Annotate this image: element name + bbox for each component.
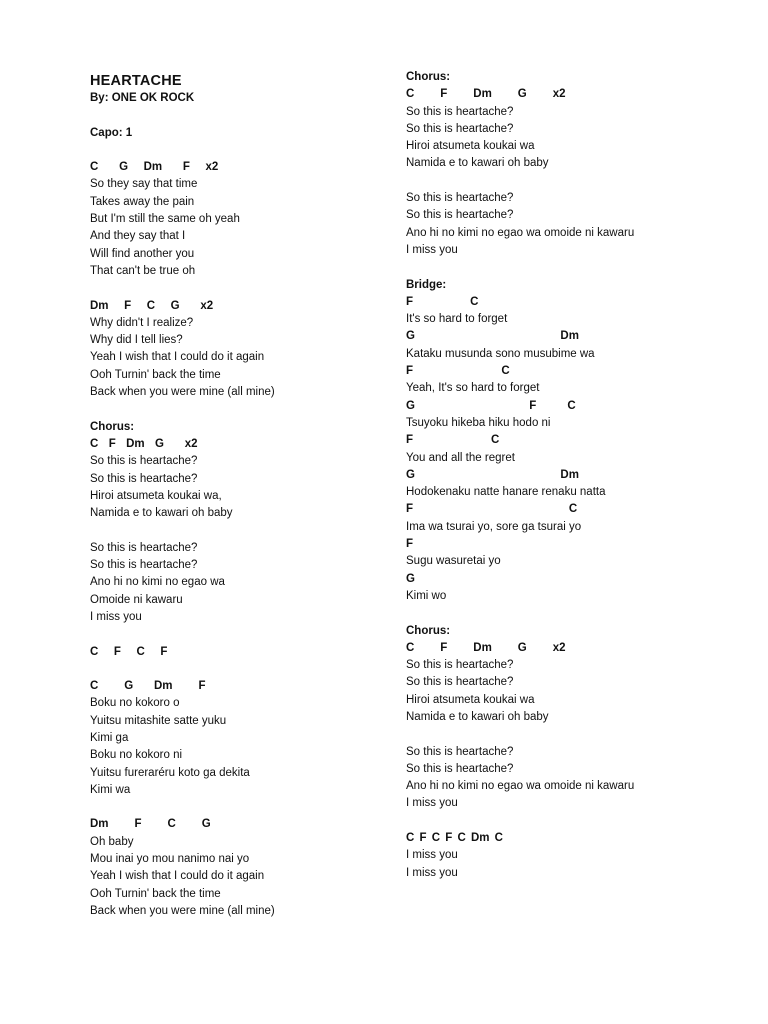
blank-line: [90, 799, 390, 816]
section-label: Capo: 1: [90, 126, 133, 139]
chord-line: F C: [406, 295, 479, 308]
lyric-line: Ooh Turnin' back the time: [90, 887, 221, 900]
lyric-line: Hiroi atsumeta koukai wa: [406, 140, 535, 153]
chord-line: Dm F C G: [90, 818, 211, 831]
lyric-line: Ooh Turnin' back the time: [90, 368, 221, 381]
lyric-line: So this is heartache?: [90, 559, 198, 572]
chord-line: Dm F C G x2: [90, 299, 214, 312]
section-label: Chorus:: [406, 71, 451, 83]
lyric-line: Tsuyoku hikeba hiku hodo ni: [406, 416, 551, 429]
lyric-line: I miss you: [90, 610, 142, 623]
lyric-line: So this is heartache?: [406, 105, 514, 118]
lyric-line: Omoide ni kawaru: [90, 593, 183, 606]
lyric-line: It's so hard to forget: [406, 313, 508, 326]
lyric-line: Takes away the pain: [90, 195, 195, 208]
lyric-line: I miss you: [406, 243, 458, 256]
lyric-line: Will find another you: [90, 247, 195, 260]
chord-line: C F Dm G x2: [406, 88, 566, 101]
blank-line: [406, 726, 746, 743]
lyric-line: So this is heartache?: [406, 122, 514, 135]
lyric-line: Kimi ga: [90, 731, 129, 744]
lyric-line: Namida e to kawari oh baby: [406, 157, 549, 170]
lyric-line: Yeah, It's so hard to forget: [406, 382, 540, 395]
blank-line: [90, 401, 390, 418]
chord-line: C F Dm G x2: [90, 437, 198, 450]
lyric-line: Namida e to kawari oh baby: [90, 507, 233, 520]
chord-line: C F C F C Dm C: [406, 832, 503, 845]
blank-line: [406, 813, 746, 830]
section-label: Bridge:: [406, 278, 447, 291]
lyric-line: So this is heartache?: [90, 455, 198, 468]
chord-line: C F C F: [90, 645, 168, 658]
chord-line: F: [406, 538, 414, 551]
blank-line: [406, 259, 746, 276]
lyric-line: So this is heartache?: [406, 192, 514, 205]
blank-line: [90, 522, 390, 539]
lyric-line: Ano hi no kimi no egao wa: [90, 576, 225, 589]
lyric-line: So this is heartache?: [406, 209, 514, 222]
right-lines: [406, 69, 746, 882]
blank-line: [90, 280, 390, 297]
lyric-line: Hiroi atsumeta koukai wa: [406, 693, 535, 706]
lyric-line: So this is heartache?: [406, 659, 514, 672]
lyric-line: I miss you: [406, 866, 458, 879]
lyric-line: So they say that time: [90, 178, 198, 191]
lyric-line: Why did I tell lies?: [90, 334, 183, 347]
right-column: [406, 69, 746, 882]
lyric-line: Yuitsu mitashite satte yuku: [90, 714, 227, 727]
chord-line: F C: [406, 365, 510, 378]
lyric-line: So this is heartache?: [90, 541, 198, 554]
lyric-line: Hodokenaku natte hanare renaku natta: [406, 486, 606, 499]
spacer: [90, 107, 390, 124]
chord-line: C G Dm F x2: [90, 161, 219, 174]
left-column: [90, 72, 390, 920]
lyric-line: So this is heartache?: [406, 745, 514, 758]
lyric-line: Oh baby: [90, 835, 134, 848]
blank-line: [406, 173, 746, 190]
lyric-line: Ima wa tsurai yo, sore ga tsurai yo: [406, 520, 582, 533]
lyric-line: You and all the regret: [406, 451, 515, 464]
lyric-line: Yuitsu fureraréru koto ga dekita: [90, 766, 250, 779]
blank-line: [90, 626, 390, 643]
lyric-line: That can't be true oh: [90, 264, 196, 277]
lyric-line: Yeah I wish that I could do it again: [90, 870, 265, 883]
lyric-line: So this is heartache?: [406, 762, 514, 775]
chord-line: F C: [406, 503, 578, 516]
lyric-line: Mou inai yo mou nanimo nai yo: [90, 853, 250, 866]
artist-byline: By: ONE OK ROCK: [90, 92, 195, 104]
chord-line: G Dm: [406, 330, 579, 343]
section-label: Chorus:: [406, 624, 451, 637]
lyric-line: Hiroi atsumeta koukai wa,: [90, 489, 222, 502]
chord-line: G F C: [406, 399, 576, 412]
lyric-line: But I'm still the same oh yeah: [90, 213, 240, 226]
lyric-line: Ano hi no kimi no egao wa omoide ni kawaru: [406, 780, 635, 793]
lyric-line: Kimi wo: [406, 589, 447, 602]
lyric-line: Sugu wasuretai yo: [406, 555, 501, 568]
lyric-line: Namida e to kawari oh baby: [406, 710, 549, 723]
chord-line: G Dm: [406, 468, 579, 481]
lyric-line: Yeah I wish that I could do it again: [90, 351, 265, 364]
section-label: Chorus:: [90, 420, 135, 433]
lyric-line: Kimi wa: [90, 783, 131, 796]
chord-line: C G Dm F: [90, 680, 206, 693]
lyric-line: I miss you: [406, 797, 458, 810]
lyric-line: And they say that I: [90, 230, 186, 243]
lyric-line: Back when you were mine (all mine): [90, 904, 275, 917]
lyric-line: Why didn't I realize?: [90, 316, 194, 329]
song-title: HEARTACHE: [90, 73, 182, 89]
lyric-line: Kataku musunda sono musubime wa: [406, 347, 595, 360]
lyric-line: Ano hi no kimi no egao wa omoide ni kawaru: [406, 226, 635, 239]
lyric-line: I miss you: [406, 849, 458, 862]
lyric-line: So this is heartache?: [406, 676, 514, 689]
blank-line: [406, 605, 746, 622]
chord-line: C F Dm G x2: [406, 641, 566, 654]
left-lines: [90, 125, 390, 921]
chord-line: F C: [406, 434, 500, 447]
blank-line: [90, 661, 390, 678]
blank-line: [90, 142, 390, 159]
chord-line: G: [406, 572, 415, 585]
lyric-line: Boku no kokoro o: [90, 697, 180, 710]
lyric-line: So this is heartache?: [90, 472, 198, 485]
lyric-line: Boku no kokoro ni: [90, 749, 183, 762]
lyric-line: Back when you were mine (all mine): [90, 386, 275, 399]
